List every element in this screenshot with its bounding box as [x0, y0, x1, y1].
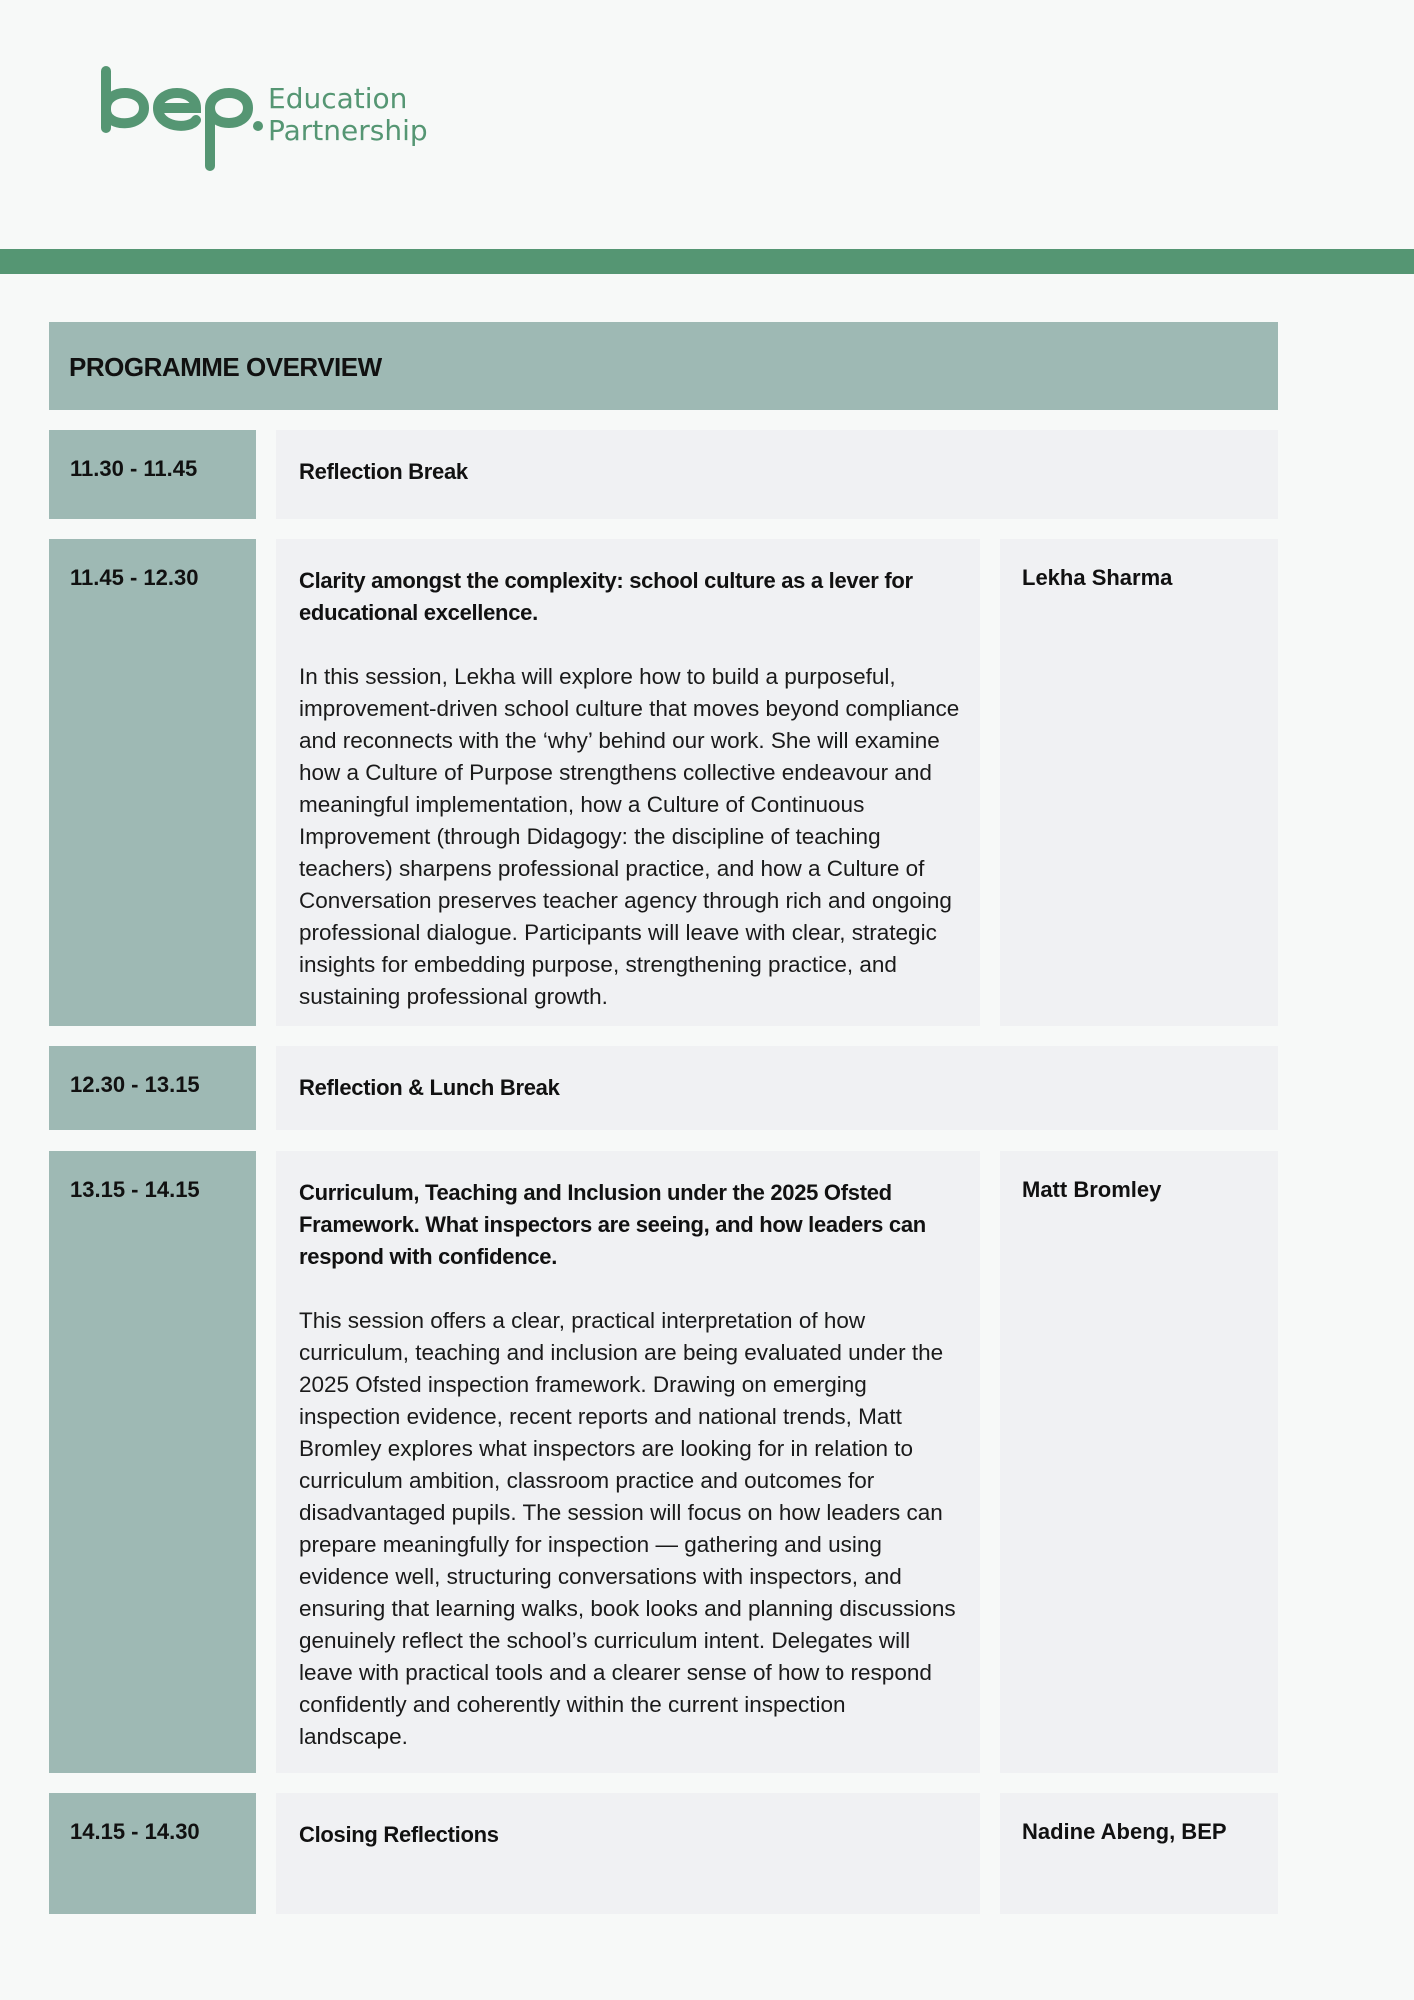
speaker-cell	[1000, 1151, 1278, 1773]
session-title: Curriculum, Teaching and Inclusion under the 2025 Ofsted Framework. What inspectors are seeing, and how leaders can respond with confidence.	[299, 1180, 926, 1269]
session-title: Clarity amongst the complexity: school culture as a lever for educational excellence.	[299, 568, 913, 625]
programme-heading-bar	[49, 322, 1278, 410]
time-cell	[49, 1046, 256, 1130]
time-label: 13.15 - 14.15	[70, 1177, 200, 1202]
speaker-name: Lekha Sharma	[1022, 565, 1173, 590]
time-label: 11.30 - 11.45	[70, 456, 198, 481]
session-title: Reflection Break	[299, 459, 468, 484]
time-cell	[49, 539, 256, 1026]
session-title: Closing Reflections	[299, 1822, 499, 1847]
speaker-cell	[1000, 539, 1278, 1026]
session-description: In this session, Lekha will explore how to build a purposeful, improvement-driven school culture that moves beyond compliance and reconnects with the ‘why’ behind our work. She will examine how a Culture of Purpose strengthens collective endeavour and meaningful implementation, how a Culture of Continuous Improvement (through Didagogy: the discipline of teaching teachers) sharpens professional practice, and how a Culture of Conversation preserves teacher agency through rich and ongoing professional dialogue. Participants will leave with clear, strategic insights for embedding purpose, strengthening practice, and sustaining professional growth.	[299, 664, 960, 1009]
time-cell	[49, 1793, 256, 1914]
logo-line-2: Partnership	[268, 114, 428, 147]
time-label: 11.45 - 12.30	[70, 565, 199, 590]
session-cell	[276, 1046, 1278, 1130]
time-label: 12.30 - 13.15	[70, 1072, 200, 1097]
speaker-name: Matt Bromley	[1022, 1177, 1162, 1202]
speaker-cell	[1000, 1793, 1278, 1914]
session-title: Reflection & Lunch Break	[299, 1075, 560, 1100]
time-cell	[49, 1151, 256, 1773]
bep-logo-graphic	[100, 66, 430, 176]
session-cell	[276, 1151, 980, 1773]
logo-mark: bep.	[100, 66, 102, 67]
logo-line-1: Education	[268, 82, 408, 115]
header-band	[0, 249, 1414, 274]
session-cell	[276, 539, 980, 1026]
time-cell	[49, 430, 256, 519]
session-description: This session offers a clear, practical interpretation of how curriculum, teaching and inclusion are being evaluated under the 2025 Ofsted inspection framework. Drawing on emerging inspection evidence, recent reports and national trends, Matt Bromley explores what inspectors are looking for in relation to curriculum ambition, classroom practice and outcomes for disadvantaged pupils. The session will focus on how leaders can prepare meaningfully for inspection — gathering and using evidence well, structuring conversations with inspectors, and ensuring that learning walks, book looks and planning discussions genuinely reflect the school’s curriculum intent. Delegates will leave with practical tools and a clearer sense of how to respond confidently and coherently within the current inspection landscape.	[299, 1308, 956, 1749]
bep-logo	[100, 66, 430, 176]
session-cell	[276, 430, 1278, 519]
session-cell	[276, 1793, 980, 1914]
page-title: PROGRAMME OVERVIEW	[69, 352, 382, 382]
time-label: 14.15 - 14.30	[70, 1819, 200, 1844]
speaker-name: Nadine Abeng, BEP	[1022, 1819, 1227, 1844]
